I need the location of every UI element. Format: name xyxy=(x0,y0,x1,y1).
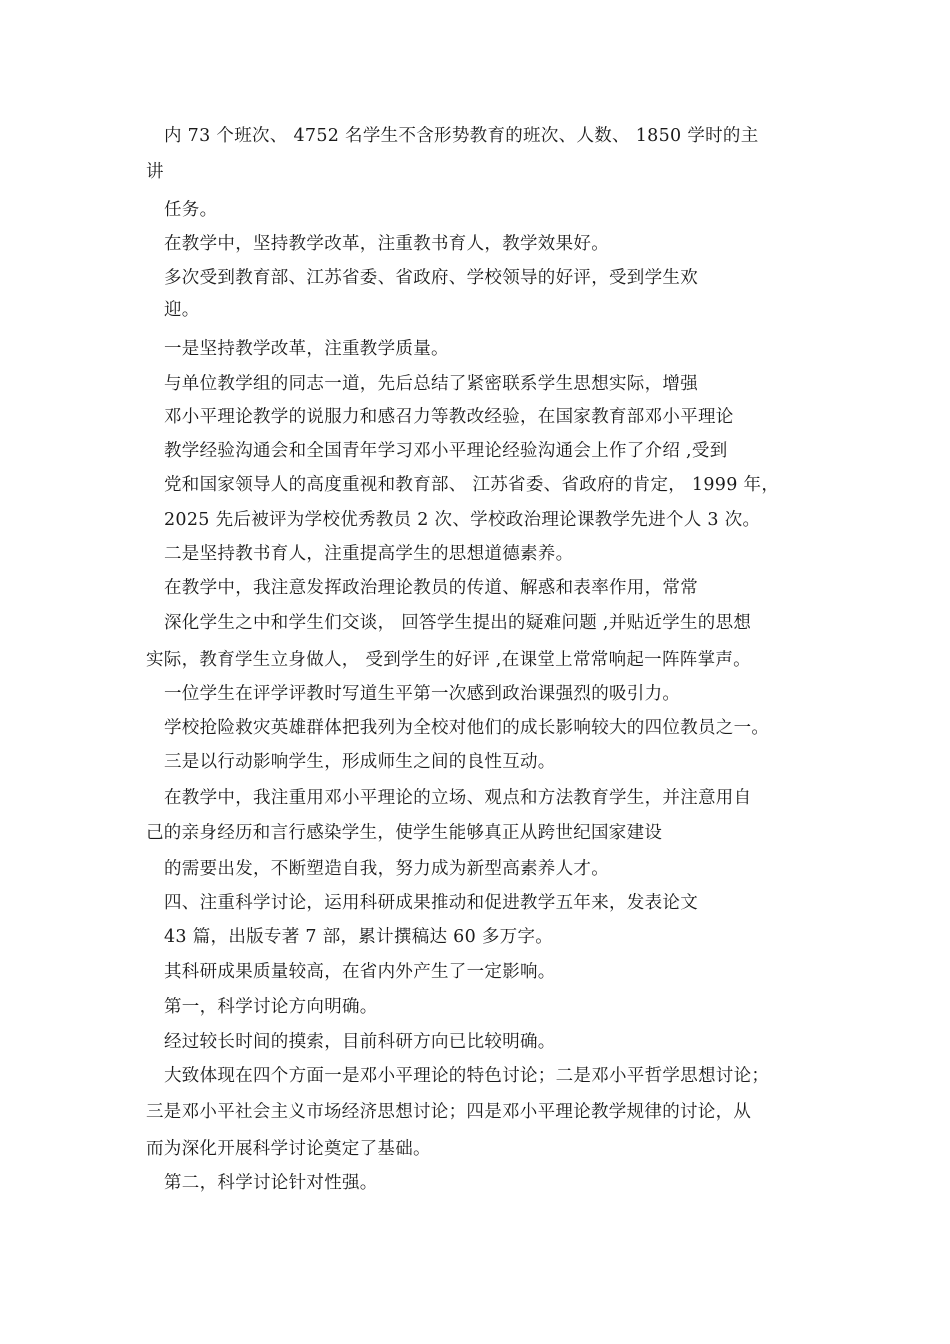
text-line: 43 篇，出版专著 7 部，累计撰稿达 60 多万字。 xyxy=(164,927,554,947)
text-line: 的需要出发，不断塑造自我，努力成为新型高素养人才。 xyxy=(164,859,609,879)
text-line: 一是坚持教学改革，注重教学质量。 xyxy=(164,339,449,359)
text-line: 而为深化开展科学讨论奠定了基础。 xyxy=(146,1139,431,1159)
text-line: 第一，科学讨论方向明确。 xyxy=(164,997,378,1017)
text-line: 邓小平理论教学的说服力和感召力等教改经验，在国家教育部邓小平理论 xyxy=(164,407,734,427)
text-line: 在教学中，我注重用邓小平理论的立场、观点和方法教育学生，并注意用自 xyxy=(164,788,752,808)
text-line: 实际，教育学生立身做人， 受到学生的好评 ,在课堂上常常响起一阵阵掌声。 xyxy=(146,650,751,670)
text-line: 教学经验沟通会和全国青年学习邓小平理论经验沟通会上作了介绍 ,受到 xyxy=(164,441,728,461)
text-line: 三是以行动影响学生，形成师生之间的良性互动。 xyxy=(164,752,556,772)
text-line: 经过较长时间的摸索，目前科研方向已比较明确。 xyxy=(164,1032,556,1052)
text-line: 四、注重科学讨论，运用科研成果推动和促进教学五年来，发表论文 xyxy=(164,893,698,913)
text-line: 学校抢险救灾英雄群体把我列为全校对他们的成长影响较大的四位教员之一。 xyxy=(164,718,770,738)
text-line: 迎。 xyxy=(164,300,200,320)
text-line: 党和国家领导人的高度重视和教育部、 江苏省委、省政府的肯定， 1999 年， xyxy=(164,475,780,495)
text-line: 任务。 xyxy=(164,200,218,220)
text-line: 己的亲身经历和言行感染学生，使学生能够真正从跨世纪国家建设 xyxy=(146,823,663,843)
text-line: 其科研成果质量较高，在省内外产生了一定影响。 xyxy=(164,962,556,982)
text-line: 二是坚持教书育人，注重提高学生的思想道德素养。 xyxy=(164,544,574,564)
text-line: 多次受到教育部、江苏省委、省政府、学校领导的好评，受到学生欢 xyxy=(164,268,698,288)
text-line: 与单位教学组的同志一道，先后总结了紧密联系学生思想实际，增强 xyxy=(164,374,698,394)
text-line: 2025 先后被评为学校优秀教员 2 次、学校政治理论课教学先进个人 3 次。 xyxy=(164,510,761,530)
text-line: 深化学生之中和学生们交谈， 回答学生提出的疑难问题 ,并贴近学生的思想 xyxy=(164,613,752,633)
text-line: 三是邓小平社会主义市场经济思想讨论；四是邓小平理论教学规律的讨论，从 xyxy=(146,1102,752,1122)
text-line: 第二，科学讨论针对性强。 xyxy=(164,1173,378,1193)
text-line: 大致体现在四个方面一是邓小平理论的特色讨论；二是邓小平哲学思想讨论； xyxy=(164,1066,770,1086)
text-line: 在教学中，坚持教学改革，注重教书育人，教学效果好。 xyxy=(164,234,609,254)
text-line: 内 73 个班次、 4752 名学生不含形势教育的班次、人数、 1850 学时的主 xyxy=(164,126,759,146)
text-line: 一位学生在评学评教时写道生平第一次感到政治课强烈的吸引力。 xyxy=(164,684,681,704)
text-line: 在教学中，我注意发挥政治理论教员的传道、解惑和表率作用，常常 xyxy=(164,578,698,598)
text-line: 讲 xyxy=(146,162,164,182)
